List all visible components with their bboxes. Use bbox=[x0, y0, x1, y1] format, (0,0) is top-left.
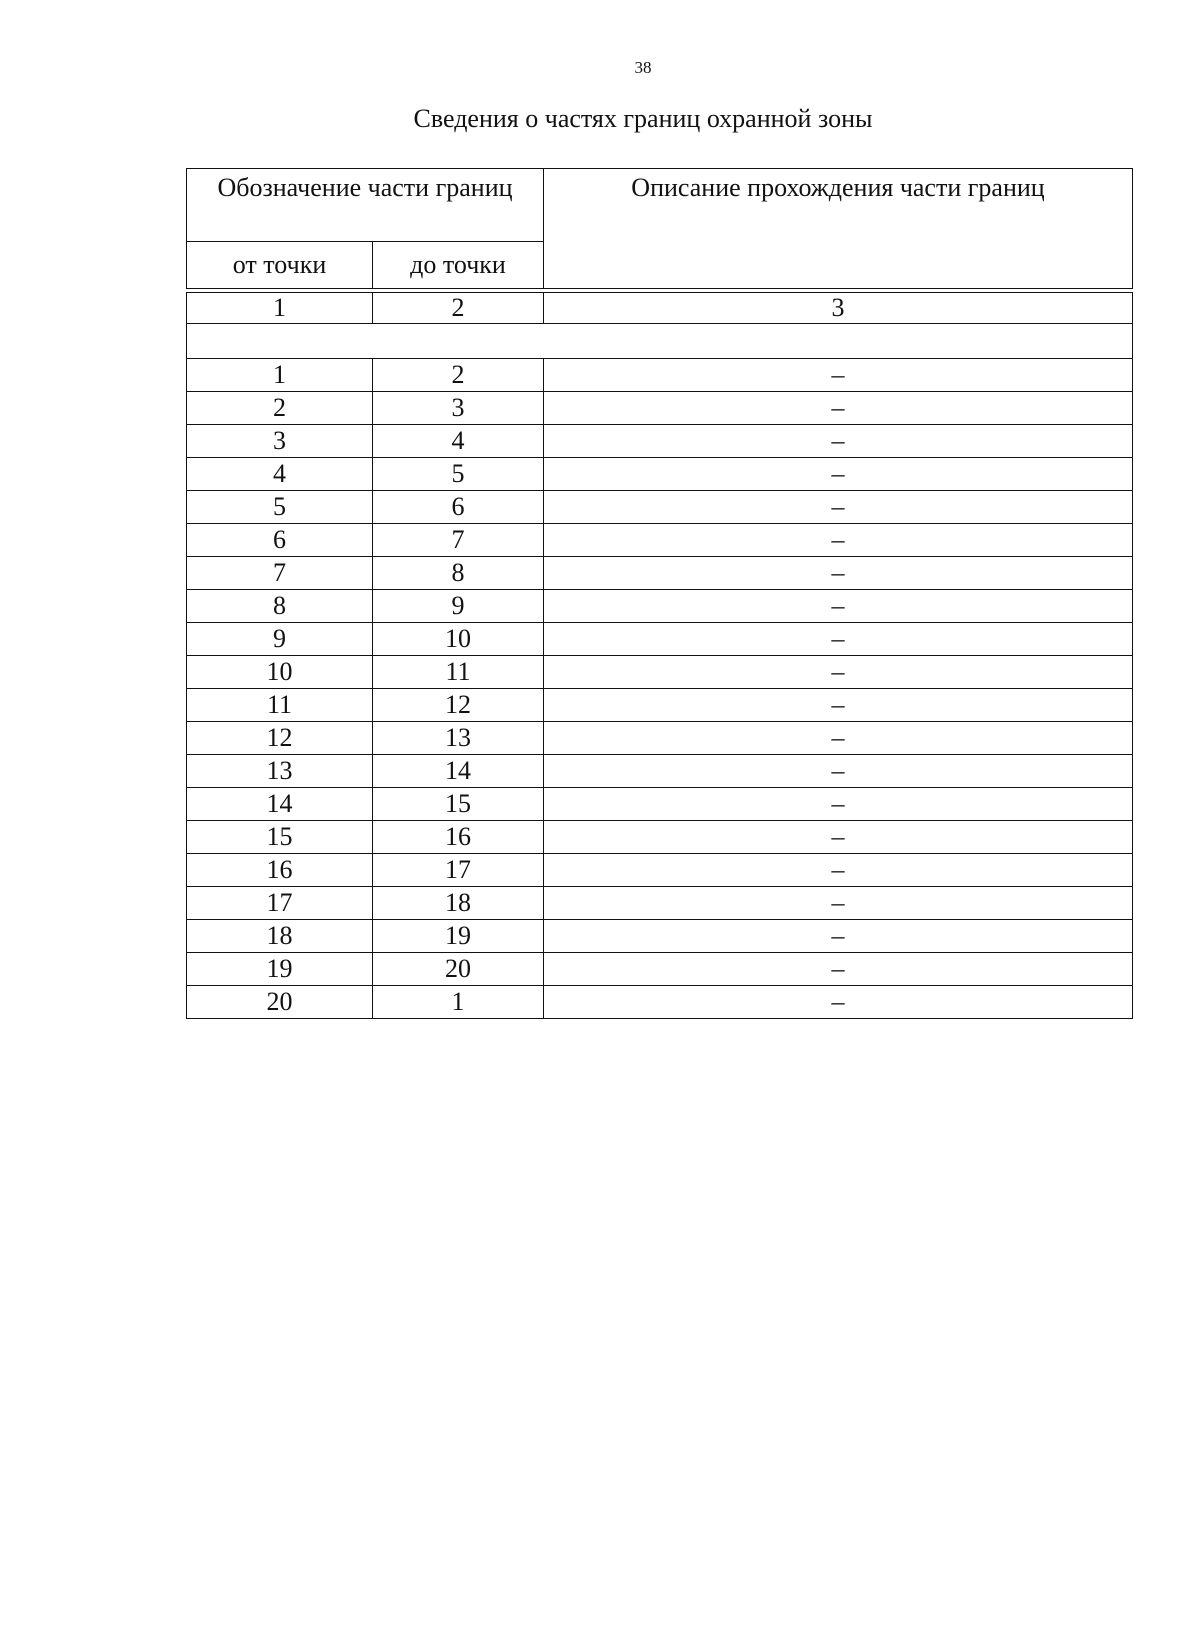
cell-to-point: 1 bbox=[373, 986, 544, 1019]
cell-to-point: 8 bbox=[373, 557, 544, 590]
cell-description: – bbox=[544, 821, 1133, 854]
table-row bbox=[187, 788, 1133, 821]
cell-description: – bbox=[544, 524, 1133, 557]
cell-from-point: 16 bbox=[187, 854, 373, 887]
cell-from-point: 18 bbox=[187, 920, 373, 953]
page-number: 38 bbox=[634, 58, 652, 77]
table-row bbox=[187, 854, 1133, 887]
cell-to-point: 18 bbox=[373, 887, 544, 920]
cell-to-point: 12 bbox=[373, 689, 544, 722]
cell-description: – bbox=[544, 854, 1133, 887]
cell-to-point: 5 bbox=[373, 458, 544, 491]
cell-to-point: 20 bbox=[373, 953, 544, 986]
cell-from-point: 7 bbox=[187, 557, 373, 590]
cell-from-point: 14 bbox=[187, 788, 373, 821]
cell-to-point: 4 bbox=[373, 425, 544, 458]
cell-from-point: 13 bbox=[187, 755, 373, 788]
column-number-row bbox=[187, 293, 1133, 324]
table-row bbox=[187, 425, 1133, 458]
cell-description: – bbox=[544, 953, 1133, 986]
table-body bbox=[187, 289, 1133, 1019]
cell-to-point: 6 bbox=[373, 491, 544, 524]
cell-to-point: 3 bbox=[373, 392, 544, 425]
table-row bbox=[187, 458, 1133, 491]
cell-description: – bbox=[544, 623, 1133, 656]
header-from-point: от точки bbox=[187, 242, 373, 289]
cell-to-point: 19 bbox=[373, 920, 544, 953]
cell-to-point: 16 bbox=[373, 821, 544, 854]
cell-description: – bbox=[544, 458, 1133, 491]
column-number-3: 3 bbox=[544, 293, 1133, 324]
table-row bbox=[187, 656, 1133, 689]
cell-from-point: 19 bbox=[187, 953, 373, 986]
cell-description: – bbox=[544, 557, 1133, 590]
document-title: Сведения о частях границ охранной зоны bbox=[413, 104, 873, 133]
table-row bbox=[187, 359, 1133, 392]
cell-from-point: 3 bbox=[187, 425, 373, 458]
section-row bbox=[187, 324, 1133, 359]
cell-to-point: 17 bbox=[373, 854, 544, 887]
cell-from-point: 2 bbox=[187, 392, 373, 425]
cell-description: – bbox=[544, 590, 1133, 623]
cell-from-point: 10 bbox=[187, 656, 373, 689]
cell-description: – bbox=[544, 491, 1133, 524]
table-row bbox=[187, 557, 1133, 590]
table-row bbox=[187, 623, 1133, 656]
section-label bbox=[187, 324, 1133, 359]
cell-description: – bbox=[544, 656, 1133, 689]
boundary-parts-table bbox=[186, 168, 1133, 1019]
cell-from-point: 12 bbox=[187, 722, 373, 755]
cell-from-point: 1 bbox=[187, 359, 373, 392]
cell-to-point: 2 bbox=[373, 359, 544, 392]
cell-from-point: 8 bbox=[187, 590, 373, 623]
cell-description: – bbox=[544, 788, 1133, 821]
cell-to-point: 14 bbox=[373, 755, 544, 788]
cell-description: – bbox=[544, 722, 1133, 755]
cell-to-point: 11 bbox=[373, 656, 544, 689]
header-to-point: до точки bbox=[373, 242, 544, 289]
cell-to-point: 13 bbox=[373, 722, 544, 755]
table-row bbox=[187, 953, 1133, 986]
table-row bbox=[187, 491, 1133, 524]
cell-from-point: 4 bbox=[187, 458, 373, 491]
header-boundary-description: Описание прохождения части границ bbox=[544, 169, 1133, 289]
cell-description: – bbox=[544, 755, 1133, 788]
cell-to-point: 10 bbox=[373, 623, 544, 656]
table-row bbox=[187, 887, 1133, 920]
cell-from-point: 20 bbox=[187, 986, 373, 1019]
table-row bbox=[187, 821, 1133, 854]
cell-description: – bbox=[544, 425, 1133, 458]
cell-description: – bbox=[544, 887, 1133, 920]
table-row bbox=[187, 689, 1133, 722]
cell-to-point: 7 bbox=[373, 524, 544, 557]
cell-to-point: 15 bbox=[373, 788, 544, 821]
table-row bbox=[187, 755, 1133, 788]
column-number-1: 1 bbox=[187, 293, 373, 324]
cell-description: – bbox=[544, 689, 1133, 722]
cell-description: – bbox=[544, 392, 1133, 425]
cell-from-point: 11 bbox=[187, 689, 373, 722]
cell-from-point: 6 bbox=[187, 524, 373, 557]
cell-from-point: 9 bbox=[187, 623, 373, 656]
header-boundary-designation: Обозначение части границ bbox=[187, 169, 544, 242]
table-row bbox=[187, 590, 1133, 623]
cell-description: – bbox=[544, 359, 1133, 392]
table-row bbox=[187, 920, 1133, 953]
column-number-2: 2 bbox=[373, 293, 544, 324]
cell-description: – bbox=[544, 986, 1133, 1019]
table-row bbox=[187, 392, 1133, 425]
cell-from-point: 15 bbox=[187, 821, 373, 854]
cell-from-point: 17 bbox=[187, 887, 373, 920]
cell-to-point: 9 bbox=[373, 590, 544, 623]
table-row bbox=[187, 722, 1133, 755]
cell-from-point: 5 bbox=[187, 491, 373, 524]
cell-description: – bbox=[544, 920, 1133, 953]
table-row bbox=[187, 986, 1133, 1019]
table-row bbox=[187, 524, 1133, 557]
